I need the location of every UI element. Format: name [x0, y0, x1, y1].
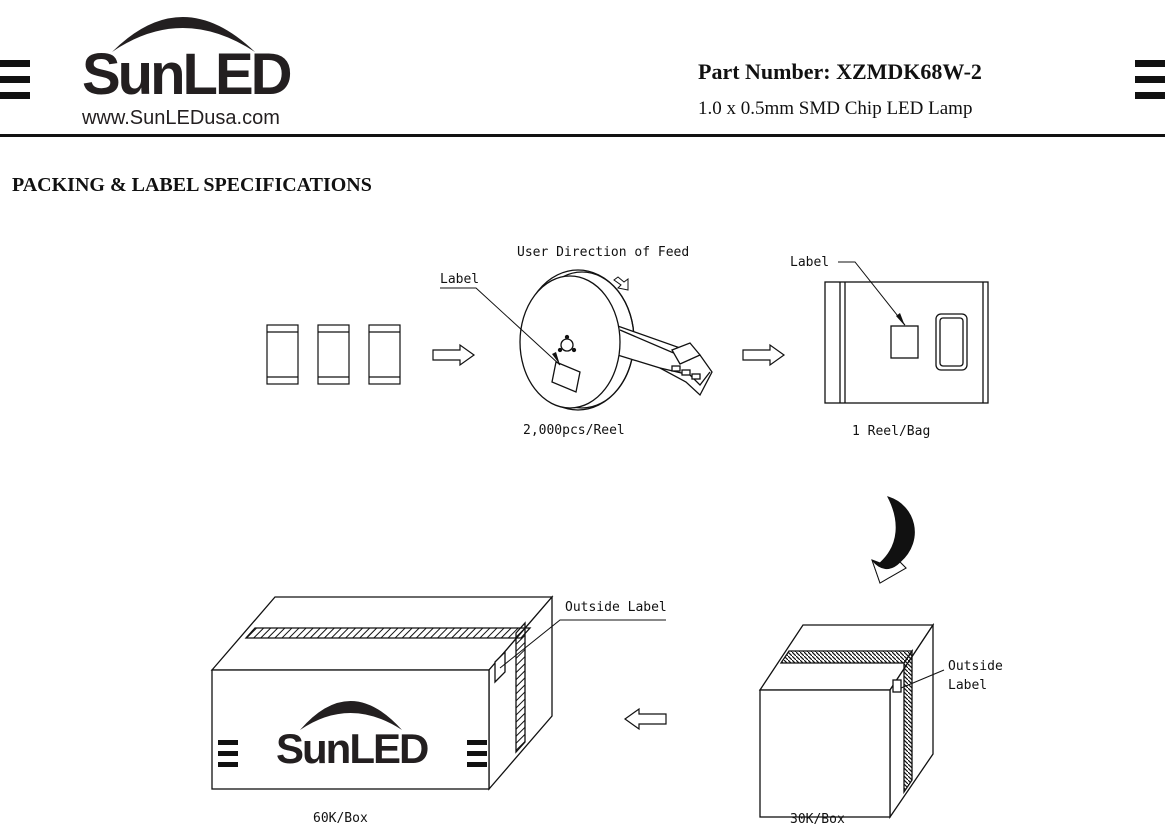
header-divider [0, 134, 1165, 137]
chip-led-group [267, 325, 400, 384]
bag-label-text: Label [790, 255, 830, 270]
box-right-bars [467, 740, 487, 767]
large-box-outside-label: Outside Label [565, 600, 667, 615]
reel-caption: 2,000pcs/Reel [523, 423, 625, 438]
reel-label-text: Label [440, 272, 480, 287]
section-title: PACKING & LABEL SPECIFICATIONS [12, 174, 372, 196]
header-left-bars [0, 60, 30, 99]
small-box-outside-label-line1: Outside [948, 659, 1003, 674]
brand-website: www.SunLEDusa.com [82, 107, 280, 129]
large-box-caption: 60K/Box [313, 811, 368, 826]
chip-led [318, 325, 349, 384]
flow-arrow-icon [433, 345, 474, 365]
bag-caption: 1 Reel/Bag [852, 424, 931, 439]
feed-direction-label: User Direction of Feed [517, 245, 690, 260]
chip-led [267, 325, 298, 384]
brand-logo: SunLED [82, 42, 290, 107]
header-right-bars [1135, 60, 1165, 99]
small-box-outside-label-line2: Label [948, 678, 988, 693]
bag-illustration [825, 282, 988, 403]
flow-arrow-icon [743, 345, 784, 365]
small-box-caption: 30K/Box [790, 812, 845, 827]
box-brand-logo: SunLED [276, 725, 428, 772]
part-description: 1.0 x 0.5mm SMD Chip LED Lamp [698, 98, 973, 119]
box-left-bars [218, 740, 238, 767]
small-box-illustration [760, 625, 933, 817]
flow-arrow-left-icon [625, 709, 666, 729]
chip-led [369, 325, 400, 384]
part-number: Part Number: XZMDK68W-2 [698, 59, 982, 84]
reel-illustration [520, 270, 712, 410]
